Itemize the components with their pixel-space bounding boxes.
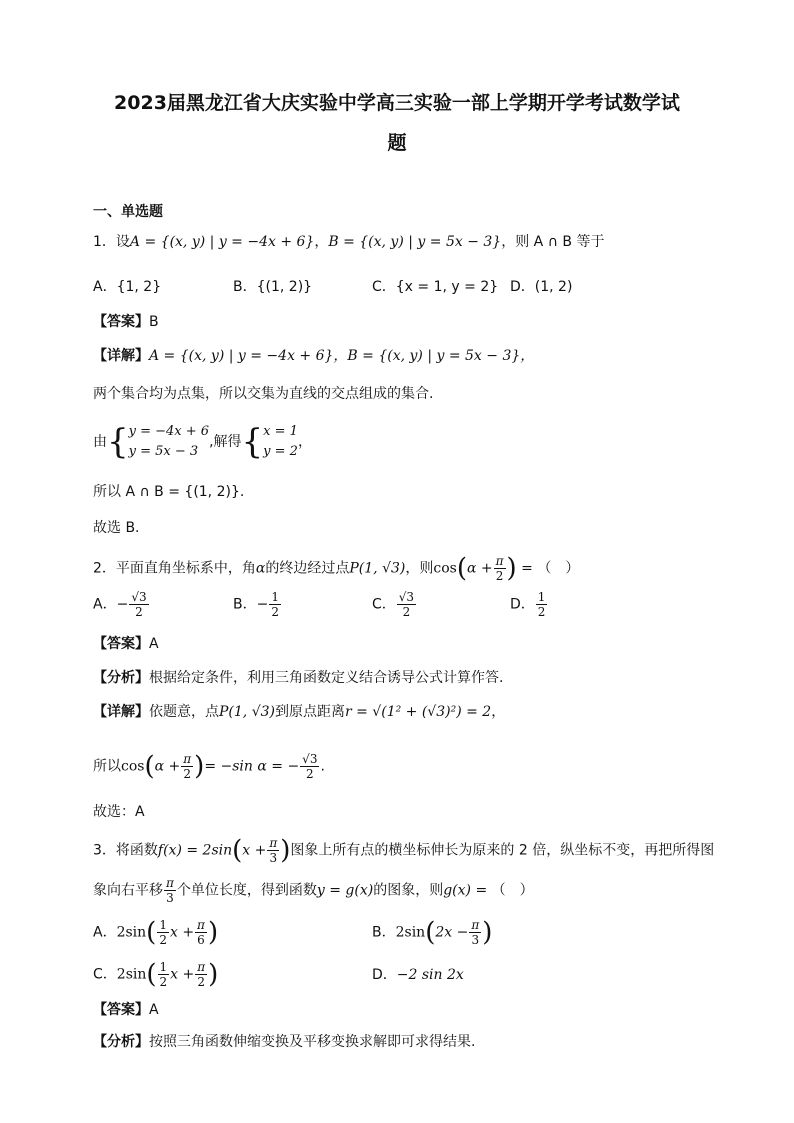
q2-detail-tag: 【详解】 (93, 704, 149, 720)
q3-option-b-pi3 (469, 918, 481, 947)
q3-option-b-open: ( (425, 917, 436, 948)
q2-detail (93, 702, 505, 722)
q2-option-c-num: √3 (398, 590, 415, 604)
q3-stem-line1 (93, 836, 714, 865)
q2-so-cos: cos (121, 758, 145, 775)
doc-title-line1: 2023届黑龙江省大庆实验中学高三实验一部上学期开学考试数学试 (114, 92, 680, 114)
q3-option-a-half-num: 1 (159, 918, 167, 932)
q3-analysis-text: 按照三角函数伸缩变换及平移变换求解即可求得结果. (149, 1034, 476, 1050)
q3-fraction-pi-3 (267, 836, 279, 865)
q2-option-b-den: 2 (271, 605, 279, 619)
q1-answer (93, 312, 159, 332)
q2-so-alpha: α + (154, 758, 181, 775)
q3-option-b (372, 918, 492, 947)
q2-option-c-fraction (397, 590, 416, 619)
q3-option-a-six: 6 (197, 933, 205, 947)
q2-so-result-fraction (300, 752, 319, 781)
q3-option-a-pi: π (197, 918, 205, 932)
q3-line2-d: = （ ） (471, 882, 534, 899)
q1-solve-mid: ,解得 (209, 434, 242, 450)
q3-shift-fraction (164, 876, 176, 905)
q2-option-b-label: B．− (233, 596, 269, 613)
q1-system-1-eq1: y = −4x + 6 (128, 424, 210, 439)
q3-option-d-value: −2 sin 2x (396, 967, 464, 983)
q3-line2-a: 象向右平移 (93, 882, 163, 899)
q3-option-c-close: ) (208, 959, 219, 990)
q2-option-d-den: 2 (537, 605, 546, 619)
q2-derivation (93, 752, 325, 781)
q2-option-a (93, 590, 150, 619)
q3-option-c-inner: x + (170, 966, 195, 983)
q2-prefix: 2．平面直角坐标系中，角 (93, 560, 256, 577)
q2-option-a-num: √3 (131, 590, 147, 604)
q3-shift-num: π (166, 876, 174, 890)
q2-stem (93, 554, 579, 583)
q1-suffix: ，则 A ∩ B 等于 (501, 234, 605, 250)
q1-system-2-eq1: x = 1 (263, 424, 298, 439)
q2-point: P(1, √3) (349, 560, 406, 577)
q2-option-b-num: 1 (271, 590, 279, 604)
q1-brace-right: { (241, 422, 264, 462)
q2-detail-b: 到原点距离 (274, 704, 345, 720)
q3-option-c-open: ( (146, 959, 157, 990)
q2-suffix: = （ ） (516, 560, 580, 577)
q3-paren-open: ( (232, 835, 243, 866)
q1-set-b: B = {(x, y) | y = 5x − 3} (328, 234, 502, 250)
q1-option-a: A．{1, 2} (93, 279, 162, 295)
q1-note: 两个集合均为点集，所以交集为直线的交点组成的集合. (93, 386, 434, 402)
q3-option-c-pi2 (195, 960, 207, 989)
q1-detail (93, 346, 534, 366)
q2-option-c-label: C． (372, 596, 396, 613)
q3-option-b-label: B． (372, 924, 396, 941)
q1-stem (93, 232, 604, 252)
q1-choose: 故选 B. (93, 520, 140, 536)
q2-frac-den: 2 (495, 569, 504, 583)
q2-choose: 故选：A (93, 804, 145, 820)
q2-alpha: α (255, 560, 266, 577)
q1-prefix: 1．设 (93, 234, 130, 250)
q3-option-b-three: 3 (471, 933, 480, 947)
q1-answer-tag: 【答案】 (93, 314, 149, 330)
section-heading: 一、单选题 (93, 204, 163, 220)
q2-option-a-fraction (129, 590, 148, 619)
q2-mid: 的终边经过点 (265, 560, 350, 577)
q3-answer-value: A (149, 1002, 159, 1018)
q2-option-a-label: A．− (93, 596, 129, 613)
q3-option-b-inner: 2x − (435, 924, 469, 941)
q2-option-a-den: 2 (135, 605, 143, 619)
q3-option-c-label: C． (93, 966, 117, 983)
q3-option-d (372, 964, 464, 984)
q3-option-a-half (157, 918, 169, 947)
q2-analysis-tag: 【分析】 (93, 670, 149, 686)
q2-option-c-den: 2 (402, 605, 411, 619)
q2-so-result-den: 2 (305, 767, 314, 781)
q2-frac-num: π (495, 554, 504, 568)
q3-answer-tag: 【答案】 (93, 1002, 149, 1018)
q1-solve-end: ， (297, 434, 312, 450)
q2-answer-value: A (149, 636, 159, 652)
q2-mid2: ，则 (405, 560, 434, 577)
q2-so-paren-open: ( (144, 751, 155, 782)
q3-option-a-half-den: 2 (159, 933, 167, 947)
q3-line2-func: y = g(x) (316, 882, 374, 899)
q2-so-result: = −sin α = − (204, 758, 300, 775)
q2-so-frac-num: π (183, 752, 192, 766)
q2-cos: cos (433, 560, 457, 577)
q1-solve-prefix: 由 (93, 434, 107, 450)
q1-set-a: A = {(x, y) | y = −4x + 6} (129, 234, 315, 250)
q3-option-a-open: ( (146, 917, 157, 948)
doc-title-line2: 题 (387, 132, 407, 154)
q2-answer-tag: 【答案】 (93, 636, 149, 652)
q3-option-a-inner: x + (169, 924, 195, 941)
q2-option-d-label: D． (510, 596, 535, 613)
q1-option-c: C．{x = 1, y = 2} (372, 279, 499, 295)
q2-option-b (233, 590, 282, 619)
q2-so-paren-close: ) (194, 751, 205, 782)
q2-so-result-num: √3 (302, 752, 318, 766)
q3-line2-c: 的图象，则 (373, 882, 444, 899)
q3-option-b-pre: 2sin (395, 924, 426, 941)
q3-answer (93, 1000, 159, 1020)
q1-sep: ， (314, 234, 329, 250)
q2-detail-a: 依题意，点 (149, 704, 219, 720)
q3-option-a-label: A． (93, 924, 117, 941)
q1-detail-tag: 【详解】 (93, 348, 149, 364)
q1-conclusion: 所以 A ∩ B = {(1, 2)}. (93, 484, 245, 500)
q1-answer-value: B (149, 314, 159, 330)
q2-paren-close: ) (506, 553, 517, 584)
q2-so-fraction (181, 752, 193, 781)
q3-option-c-half-num: 1 (159, 960, 168, 974)
q3-func: f(x) = 2sin (157, 842, 233, 859)
q1-system-1-eq2: y = 5x − 3 (128, 444, 199, 459)
q3-shift-den: 3 (166, 891, 174, 905)
q3-option-a-pre: 2sin (116, 924, 147, 941)
q2-analysis (93, 668, 503, 688)
q3-option-c-pre: 2sin (116, 966, 147, 983)
q3-stem-line2 (93, 876, 534, 905)
q3-analysis (93, 1032, 475, 1052)
q3-option-c-pi: π (197, 960, 206, 974)
q3-mid: 图象上所有点的横坐标伸长为原来的 2 倍，纵坐标不变，再把所得图 (290, 842, 715, 859)
q3-paren-close: ) (280, 835, 291, 866)
q1-option-b: B．{(1, 2)} (233, 279, 313, 295)
q2-so-frac-den: 2 (183, 767, 192, 781)
q3-option-a (93, 918, 218, 947)
q1-system-2-eq2: y = 2 (263, 444, 298, 459)
q2-option-c (372, 590, 417, 619)
q3-frac-den: 3 (269, 851, 278, 865)
q3-option-b-pi: π (471, 918, 480, 932)
q2-option-d (510, 590, 548, 619)
q1-option-d: D．(1, 2) (510, 279, 573, 295)
q3-option-a-pi6 (195, 918, 207, 947)
q3-option-c (93, 960, 218, 989)
q1-system-2 (263, 422, 298, 462)
q3-line2-b: 个单位长度，得到函数 (176, 882, 317, 899)
q2-option-d-num: 1 (537, 590, 546, 604)
q2-answer (93, 634, 159, 654)
q2-detail-r: r = √(1² + (√3)²) = 2 (344, 704, 492, 720)
q2-fraction-pi-2 (494, 554, 506, 583)
q3-option-a-close: ) (207, 917, 219, 948)
q1-solve (93, 420, 312, 464)
q3-frac-num: π (269, 836, 278, 850)
q2-option-b-fraction (269, 590, 281, 619)
q2-detail-c: ， (491, 704, 506, 720)
q3-option-c-half-den: 2 (159, 975, 168, 989)
q2-so-period: . (320, 758, 325, 775)
q1-detail-sets: A = {(x, y) | y = −4x + 6}，B = {(x, y) | y = 5x − 3}， (149, 348, 535, 364)
q3-line2-g: g(x) (443, 882, 471, 899)
q2-detail-point: P(1, √3) (219, 704, 275, 720)
q3-option-c-half (158, 960, 170, 989)
q3-prefix: 3．将函数 (93, 842, 158, 859)
q3-analysis-tag: 【分析】 (93, 1034, 149, 1050)
q1-system-1 (129, 422, 209, 462)
q3-option-c-two: 2 (197, 975, 206, 989)
q2-so: 所以 (93, 758, 121, 775)
q2-option-d-fraction (536, 590, 548, 619)
q3-func-inner: x + (242, 842, 267, 859)
q2-analysis-text: 根据给定条件，利用三角函数定义结合诱导公式计算作答. (149, 670, 504, 686)
q2-alpha-plus: α + (467, 560, 493, 577)
q3-option-b-close: ) (482, 917, 493, 948)
q3-option-d-label: D． (372, 967, 397, 983)
q1-brace-left: { (107, 422, 129, 462)
q2-paren-open: ( (456, 553, 467, 584)
